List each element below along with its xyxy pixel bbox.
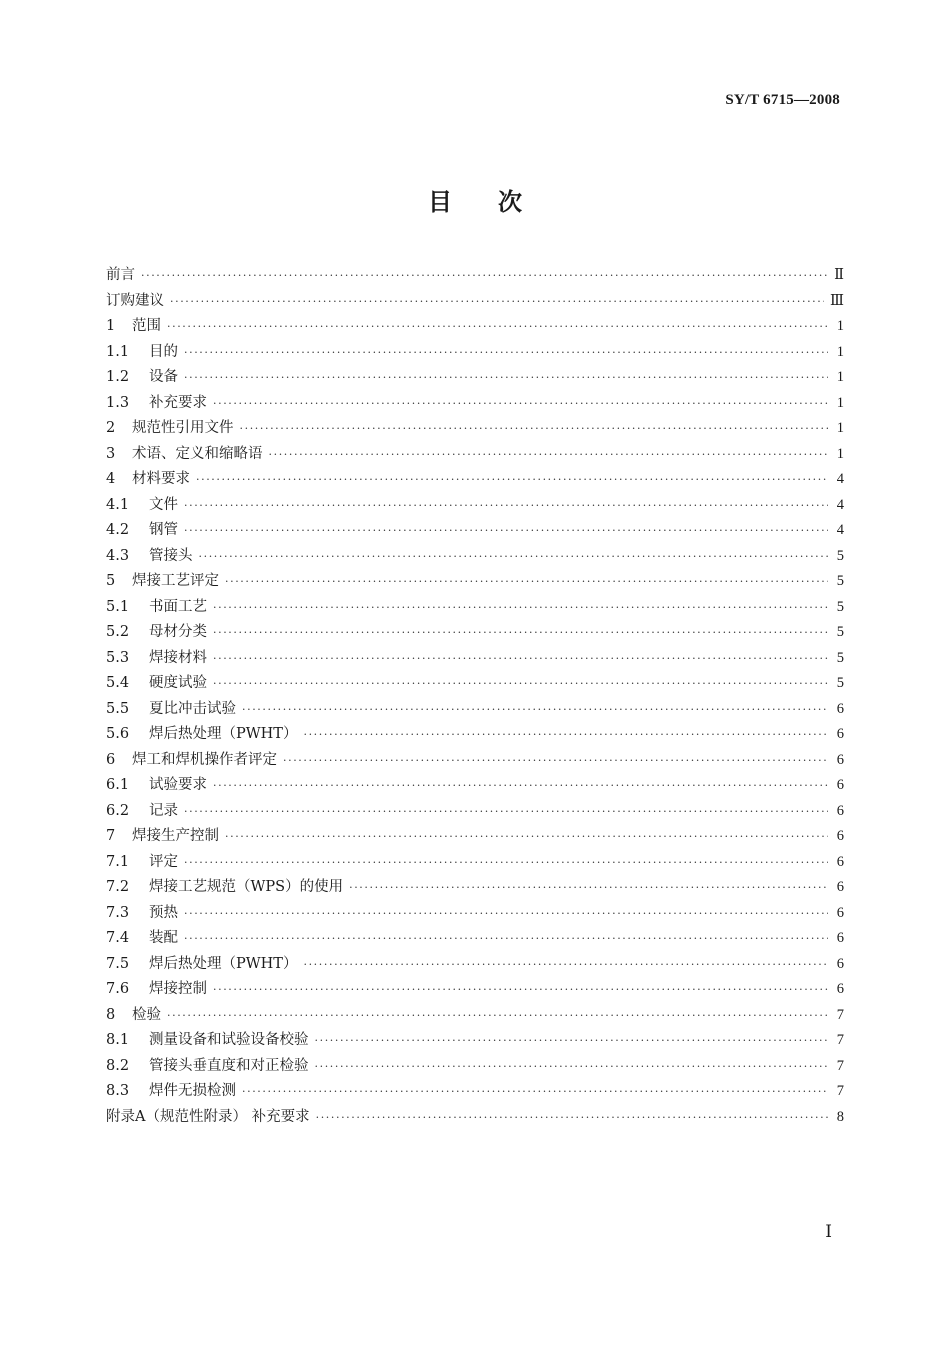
toc-entry[interactable] [106,595,844,621]
toc-entry-label: 焊件无损检测 [149,1083,236,1099]
toc-entry[interactable] [106,977,844,1003]
toc-entry-page: Ⅲ [830,292,844,309]
dot-leader [196,473,828,486]
toc-entry-page: 1 [836,343,844,360]
toc-entry-number: 5.5 [106,700,130,717]
toc-entry-page: 6 [836,904,844,921]
toc-entry-label: 钢管 [149,522,178,538]
toc-entry-page: Ⅱ [834,267,844,283]
toc-entry[interactable] [106,442,844,468]
page-title: 目次 [428,188,568,216]
toc-entry[interactable] [106,773,844,799]
dot-leader [184,499,828,512]
dot-leader [184,907,828,920]
page-number: Ⅰ [825,1222,832,1241]
toc-entry-number: 4.2 [106,522,130,538]
toc-entry-page: 6 [836,930,844,946]
toc-entry-number: 8.2 [106,1057,130,1074]
toc-entry[interactable] [106,901,844,927]
dot-leader [199,550,829,563]
toc-entry-number: 7 [106,828,116,844]
toc-entry-number: 7.4 [106,930,130,946]
toc-entry-label: 目的 [149,343,178,360]
toc-entry-number: 6 [106,751,116,768]
toc-entry-page: 4 [836,471,844,487]
dot-leader [269,448,829,461]
toc-entry-label: 焊工和焊机操作者评定 [132,751,277,768]
toc-entry-number: 6.1 [106,777,130,793]
dot-leader [213,601,828,614]
toc-entry[interactable] [106,365,844,391]
toc-entry-label: 补充要求 [149,394,207,411]
toc-entry-number: 1.3 [106,394,130,411]
toc-entry-label: 术语、定义和缩略语 [132,445,263,462]
toc-entry-label: 评定 [149,853,178,870]
toc-entry[interactable] [106,544,844,570]
toc-entry-number: 4 [106,471,116,487]
toc-entry-label: 焊后热处理（PWHT） [149,726,298,742]
toc-entry-page: 6 [836,700,844,717]
dot-leader [213,983,828,996]
toc-entry[interactable] [106,518,844,544]
dot-leader [184,932,828,945]
toc-entry-label: 管接头垂直度和对正检验 [149,1057,309,1074]
dot-leader [349,881,828,894]
toc-entry-number: 8.1 [106,1032,130,1048]
toc-entry[interactable] [106,671,844,697]
toc-entry-page: 1 [836,420,844,436]
toc-entry[interactable] [106,1054,844,1080]
toc-entry-page: 6 [836,802,844,819]
toc-entry[interactable] [106,1003,844,1029]
toc-entry-number: 7.3 [106,904,130,921]
toc-entry-label: 附录A（规范性附录） 补充要求 [106,1108,310,1125]
dot-leader [315,1034,829,1047]
toc-entry[interactable] [106,850,844,876]
toc-entry[interactable] [106,620,844,646]
dot-leader [225,575,828,588]
toc-entry[interactable] [106,1105,844,1131]
toc-entry[interactable] [106,416,844,442]
toc-entry-page: 6 [836,777,844,793]
toc-entry[interactable] [106,314,844,340]
toc-entry-page: 5 [836,649,844,666]
toc-entry-page: 6 [836,955,844,972]
toc-entry-page: 6 [836,853,844,870]
dot-leader [283,754,828,767]
toc-entry-number: 5.1 [106,598,130,615]
toc-entry-number: 7.1 [106,853,130,870]
toc-entry-number: 5.3 [106,649,130,666]
toc-entry-number: 7.6 [106,981,130,997]
toc-entry-number: 5.4 [106,675,130,691]
toc-entry-number: 1.1 [106,343,130,360]
toc-entry-number: 8.3 [106,1083,130,1099]
toc-entry-number: 1.2 [106,369,130,385]
toc-entry-label: 前言 [106,267,135,283]
toc-entry-label: 焊接生产控制 [132,828,219,844]
toc-entry-number: 3 [106,445,116,462]
dot-leader [170,295,824,308]
toc-entry-label: 试验要求 [149,777,207,793]
dot-leader [242,1085,828,1098]
toc-entry-page: 5 [836,573,844,589]
toc-entry-label: 夏比冲击试验 [149,700,236,717]
dot-leader [315,1060,829,1073]
dot-leader [184,805,828,818]
toc-entry-number: 5 [106,573,116,589]
toc-entry-label: 焊接工艺评定 [132,573,219,589]
toc-entry-number: 8 [106,1006,116,1023]
toc-entry[interactable] [106,391,844,417]
toc-entry-page: 5 [836,598,844,615]
toc-entry-label: 焊接控制 [149,981,207,997]
toc-entry-label: 书面工艺 [149,598,207,615]
toc-entry-label: 规范性引用文件 [132,420,234,436]
toc-entry-page: 7 [836,1083,844,1099]
toc-entry-number: 4.3 [106,547,130,564]
toc-entry[interactable] [106,467,844,493]
toc-entry-page: 4 [836,522,844,538]
toc-entry-page: 8 [836,1108,844,1125]
toc-entry[interactable] [106,926,844,952]
toc-entry[interactable] [106,1028,844,1054]
dot-leader [167,320,828,333]
toc-entry[interactable] [106,697,844,723]
toc-entry-label: 订购建议 [106,292,164,309]
toc-entry[interactable] [106,340,844,366]
dot-leader [303,728,828,741]
toc-entry-page: 5 [836,675,844,691]
dot-leader [167,1009,828,1022]
dot-leader [184,371,828,384]
toc-entry-label: 检验 [132,1006,161,1023]
toc-entry-page: 1 [836,394,844,411]
toc-entry-page: 5 [836,547,844,564]
toc-entry-page: 6 [836,981,844,997]
dot-leader [213,677,828,690]
toc-entry[interactable] [106,799,844,825]
toc-entry-label: 母材分类 [149,624,207,640]
toc-entry-number: 7.5 [106,955,130,972]
toc-entry[interactable] [106,569,844,595]
dot-leader [141,269,828,282]
toc-entry-page: 6 [836,726,844,742]
dot-leader [213,652,828,665]
toc-entry-number: 5.6 [106,726,130,742]
toc-entry-page: 1 [836,318,844,334]
toc-entry-number: 5.2 [106,624,130,640]
toc-entry-label: 管接头 [149,547,193,564]
table-of-contents [106,263,844,1130]
toc-entry-label: 硬度试验 [149,675,207,691]
toc-entry-label: 测量设备和试验设备校验 [149,1032,309,1048]
toc-entry-page: 7 [836,1006,844,1023]
toc-entry[interactable] [106,952,844,978]
toc-entry-number: 4.1 [106,496,130,513]
toc-entry[interactable] [106,824,844,850]
dot-leader [240,422,829,435]
dot-leader [225,830,828,843]
toc-entry-number: 1 [106,318,116,334]
dot-leader [242,703,828,716]
document-number: SY/T 6715—2008 [725,92,840,108]
toc-entry-number: 7.2 [106,879,130,895]
toc-entry[interactable] [106,748,844,774]
toc-entry-number: 2 [106,420,116,436]
toc-entry-page: 6 [836,879,844,895]
dot-leader [303,958,828,971]
toc-entry[interactable] [106,722,844,748]
toc-entry-label: 材料要求 [132,471,190,487]
dot-leader [213,626,828,639]
toc-entry[interactable] [106,875,844,901]
dot-leader [184,346,828,359]
toc-entry-label: 预热 [149,904,178,921]
toc-entry-number: 6.2 [106,802,130,819]
toc-entry-page: 1 [836,445,844,462]
toc-entry-label: 设备 [149,369,178,385]
toc-entry-page: 6 [836,828,844,844]
toc-entry[interactable] [106,263,844,289]
toc-entry[interactable] [106,646,844,672]
toc-entry-page: 7 [836,1032,844,1048]
toc-entry-page: 6 [836,751,844,768]
toc-entry-label: 焊接材料 [149,649,207,666]
toc-entry[interactable] [106,1079,844,1105]
toc-entry[interactable] [106,289,844,315]
toc-entry-page: 5 [836,624,844,640]
toc-entry-page: 7 [836,1057,844,1074]
dot-leader [213,397,828,410]
toc-entry-label: 范围 [132,318,161,334]
toc-entry-label: 文件 [149,496,178,513]
dot-leader [184,524,828,537]
dot-leader [213,779,828,792]
toc-entry-label: 焊接工艺规范（WPS）的使用 [149,879,344,895]
dot-leader [316,1111,828,1124]
toc-entry-page: 1 [836,369,844,385]
toc-entry[interactable] [106,493,844,519]
dot-leader [184,856,828,869]
toc-entry-page: 4 [836,496,844,513]
toc-entry-label: 记录 [149,802,178,819]
toc-entry-label: 装配 [149,930,178,946]
toc-entry-label: 焊后热处理（PWHT） [149,955,298,972]
